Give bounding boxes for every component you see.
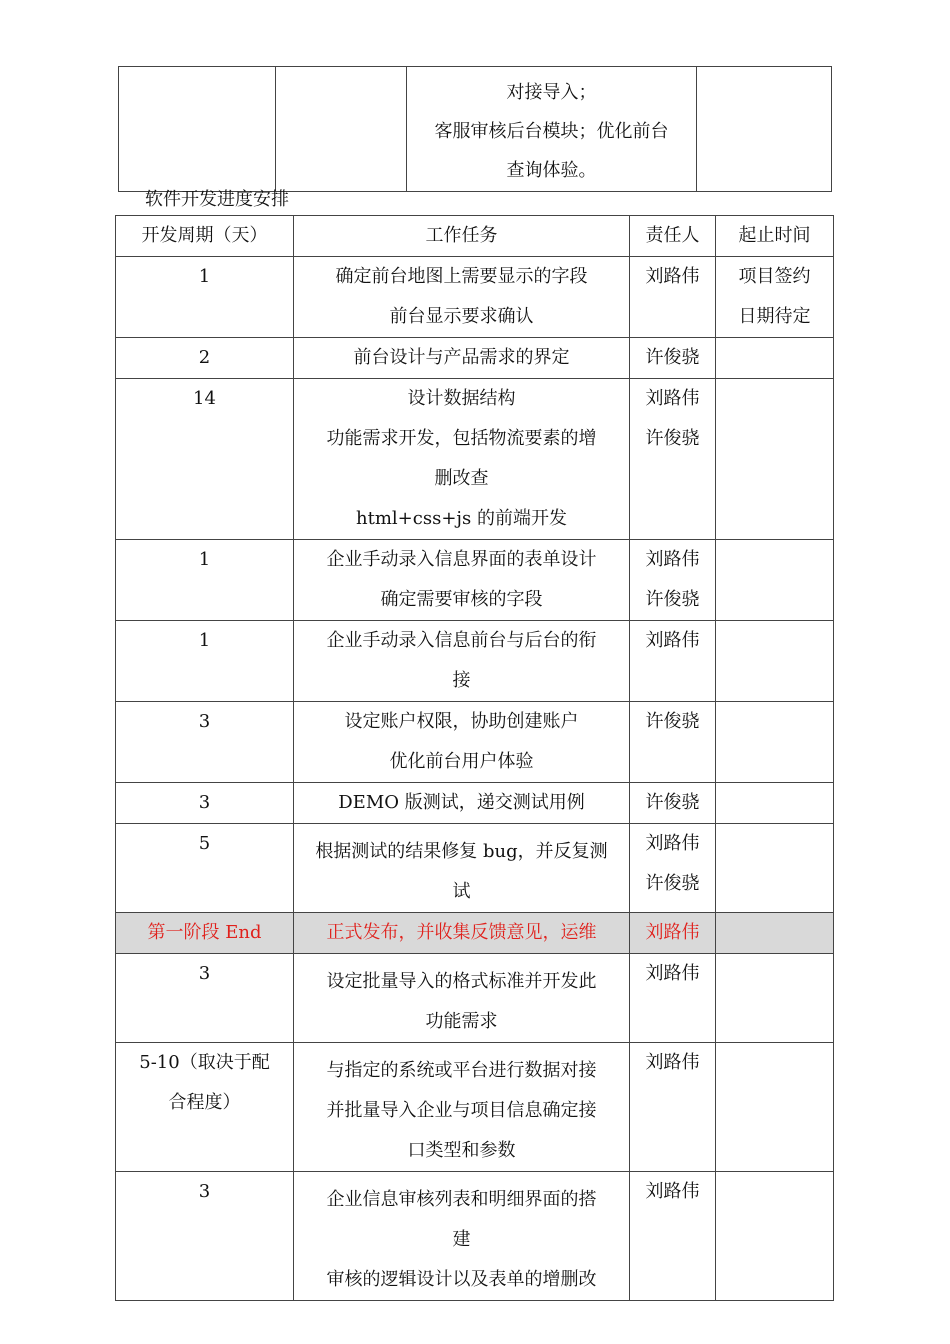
table-row bbox=[116, 257, 834, 338]
table-header-row bbox=[116, 216, 834, 257]
previous-table-continuation bbox=[118, 66, 832, 192]
period-line: 合程度） bbox=[168, 1092, 241, 1113]
owner-line: 刘路伟 bbox=[645, 1052, 700, 1073]
period-line: 3 bbox=[198, 792, 211, 813]
task-line: 设计数据结构 bbox=[407, 388, 516, 409]
owner-cell bbox=[630, 257, 716, 338]
owner-cell bbox=[630, 621, 716, 702]
table-cell-task bbox=[407, 67, 697, 192]
header-task: 工作任务 bbox=[294, 216, 630, 257]
period-line: 2 bbox=[198, 347, 211, 368]
task-cell bbox=[294, 954, 630, 1043]
owner-line: 刘路伟 bbox=[645, 1181, 700, 1202]
owner-line: 刘路伟 bbox=[645, 922, 700, 943]
owner-line: 刘路伟 bbox=[645, 388, 700, 409]
period-cell bbox=[116, 824, 294, 913]
period-line: 14 bbox=[193, 388, 216, 409]
owner-line: 许俊骁 bbox=[645, 589, 700, 610]
task-cell bbox=[294, 540, 630, 621]
time-cell bbox=[716, 621, 834, 702]
table-row bbox=[116, 1043, 834, 1172]
period-line: 3 bbox=[198, 963, 211, 984]
owner-line: 许俊骁 bbox=[645, 428, 700, 449]
period-cell bbox=[116, 379, 294, 540]
task-line: 试 bbox=[452, 881, 471, 902]
period-line: 第一阶段 End bbox=[147, 922, 262, 943]
table-row bbox=[116, 1172, 834, 1301]
owner-cell bbox=[630, 824, 716, 913]
owner-line: 许俊骁 bbox=[645, 347, 700, 368]
owner-cell bbox=[630, 1043, 716, 1172]
period-line: 3 bbox=[198, 1181, 211, 1202]
period-line: 5-10（取决于配 bbox=[139, 1052, 270, 1073]
task-line: 删改查 bbox=[434, 468, 489, 489]
owner-line: 许俊骁 bbox=[645, 873, 700, 894]
table-row bbox=[116, 379, 834, 540]
milestone-row bbox=[116, 913, 834, 954]
owner-cell bbox=[630, 913, 716, 954]
task-line: 企业信息审核列表和明细界面的搭 bbox=[326, 1189, 597, 1210]
table-row bbox=[116, 954, 834, 1043]
task-cell bbox=[294, 824, 630, 913]
task-line: 接 bbox=[452, 670, 471, 691]
task-line: 查询体验。 bbox=[506, 160, 597, 181]
task-line: 根据测试的结果修复 bug，并反复测 bbox=[315, 841, 608, 862]
period-cell bbox=[116, 540, 294, 621]
table-row bbox=[119, 67, 832, 192]
time-cell bbox=[716, 783, 834, 824]
period-line: 1 bbox=[198, 266, 211, 287]
time-cell bbox=[716, 913, 834, 954]
table-row bbox=[116, 702, 834, 783]
owner-cell bbox=[630, 540, 716, 621]
period-cell bbox=[116, 1043, 294, 1172]
task-line: 口类型和参数 bbox=[407, 1140, 516, 1161]
task-cell bbox=[294, 702, 630, 783]
time-cell bbox=[716, 954, 834, 1043]
time-cell bbox=[716, 824, 834, 913]
period-line: 5 bbox=[198, 833, 211, 854]
time-cell bbox=[716, 338, 834, 379]
header-period: 开发周期（天） bbox=[116, 216, 294, 257]
period-line: 1 bbox=[198, 630, 211, 651]
owner-cell bbox=[630, 338, 716, 379]
period-cell bbox=[116, 954, 294, 1043]
owner-cell bbox=[630, 702, 716, 783]
task-line: 企业手动录入信息前台与后台的衔 bbox=[326, 630, 597, 651]
task-cell bbox=[294, 1043, 630, 1172]
task-line: 建 bbox=[452, 1229, 471, 1250]
time-cell bbox=[716, 1172, 834, 1301]
task-line: 设定批量导入的格式标准并开发此 bbox=[326, 971, 597, 992]
owner-line: 许俊骁 bbox=[645, 711, 700, 732]
task-line: 审核的逻辑设计以及表单的增删改 bbox=[326, 1269, 597, 1290]
time-cell bbox=[716, 257, 834, 338]
task-cell bbox=[294, 338, 630, 379]
period-cell bbox=[116, 913, 294, 954]
period-cell bbox=[116, 621, 294, 702]
task-line: 并批量导入企业与项目信息确定接 bbox=[326, 1100, 597, 1121]
task-line: html+css+js 的前端开发 bbox=[356, 508, 567, 529]
owner-line: 刘路伟 bbox=[645, 963, 700, 984]
task-line: DEMO 版测试，递交测试用例 bbox=[338, 792, 585, 813]
task-cell bbox=[294, 1172, 630, 1301]
table-row bbox=[116, 621, 834, 702]
time-line: 日期待定 bbox=[738, 306, 811, 327]
task-line: 优化前台用户体验 bbox=[389, 751, 534, 772]
task-line: 功能需求 bbox=[425, 1011, 498, 1032]
owner-cell bbox=[630, 1172, 716, 1301]
time-line: 项目签约 bbox=[738, 266, 811, 287]
task-cell bbox=[294, 621, 630, 702]
header-owner: 责任人 bbox=[630, 216, 716, 257]
period-cell bbox=[116, 338, 294, 379]
task-line: 设定账户权限，协助创建账户 bbox=[344, 711, 579, 732]
task-line: 前台显示要求确认 bbox=[389, 306, 534, 327]
time-cell bbox=[716, 1043, 834, 1172]
owner-cell bbox=[630, 783, 716, 824]
owner-cell bbox=[630, 379, 716, 540]
section-heading: 软件开发进度安排 bbox=[145, 189, 289, 210]
owner-line: 许俊骁 bbox=[645, 792, 700, 813]
owner-line: 刘路伟 bbox=[645, 266, 700, 287]
period-cell bbox=[116, 702, 294, 783]
table-row bbox=[116, 338, 834, 379]
task-line: 前台设计与产品需求的界定 bbox=[353, 347, 570, 368]
task-line: 企业手动录入信息界面的表单设计 bbox=[326, 549, 597, 570]
table-cell bbox=[119, 67, 276, 192]
period-cell bbox=[116, 783, 294, 824]
period-cell bbox=[116, 1172, 294, 1301]
table-cell bbox=[697, 67, 832, 192]
period-line: 3 bbox=[198, 711, 211, 732]
period-line: 1 bbox=[198, 549, 211, 570]
task-cell bbox=[294, 913, 630, 954]
table-row bbox=[116, 824, 834, 913]
owner-line: 刘路伟 bbox=[645, 549, 700, 570]
task-line: 确定前台地图上需要显示的字段 bbox=[335, 266, 588, 287]
table-row bbox=[116, 540, 834, 621]
table-cell bbox=[276, 67, 407, 192]
header-time: 起止时间 bbox=[716, 216, 834, 257]
task-cell bbox=[294, 783, 630, 824]
task-cell bbox=[294, 257, 630, 338]
schedule-table bbox=[115, 215, 834, 1301]
task-line: 正式发布，并收集反馈意见，运维 bbox=[326, 922, 597, 943]
task-line: 确定需要审核的字段 bbox=[380, 589, 543, 610]
owner-cell bbox=[630, 954, 716, 1043]
period-cell bbox=[116, 257, 294, 338]
task-line: 功能需求开发，包括物流要素的增 bbox=[326, 428, 597, 449]
time-cell bbox=[716, 540, 834, 621]
schedule-table-body bbox=[116, 216, 834, 1301]
time-cell bbox=[716, 702, 834, 783]
owner-line: 刘路伟 bbox=[645, 630, 700, 651]
owner-line: 刘路伟 bbox=[645, 833, 700, 854]
time-cell bbox=[716, 379, 834, 540]
task-line: 客服审核后台模块；优化前台 bbox=[434, 121, 669, 142]
table-row bbox=[116, 783, 834, 824]
task-cell bbox=[294, 379, 630, 540]
task-line: 与指定的系统或平台进行数据对接 bbox=[326, 1060, 597, 1081]
task-line: 对接导入； bbox=[506, 82, 597, 103]
